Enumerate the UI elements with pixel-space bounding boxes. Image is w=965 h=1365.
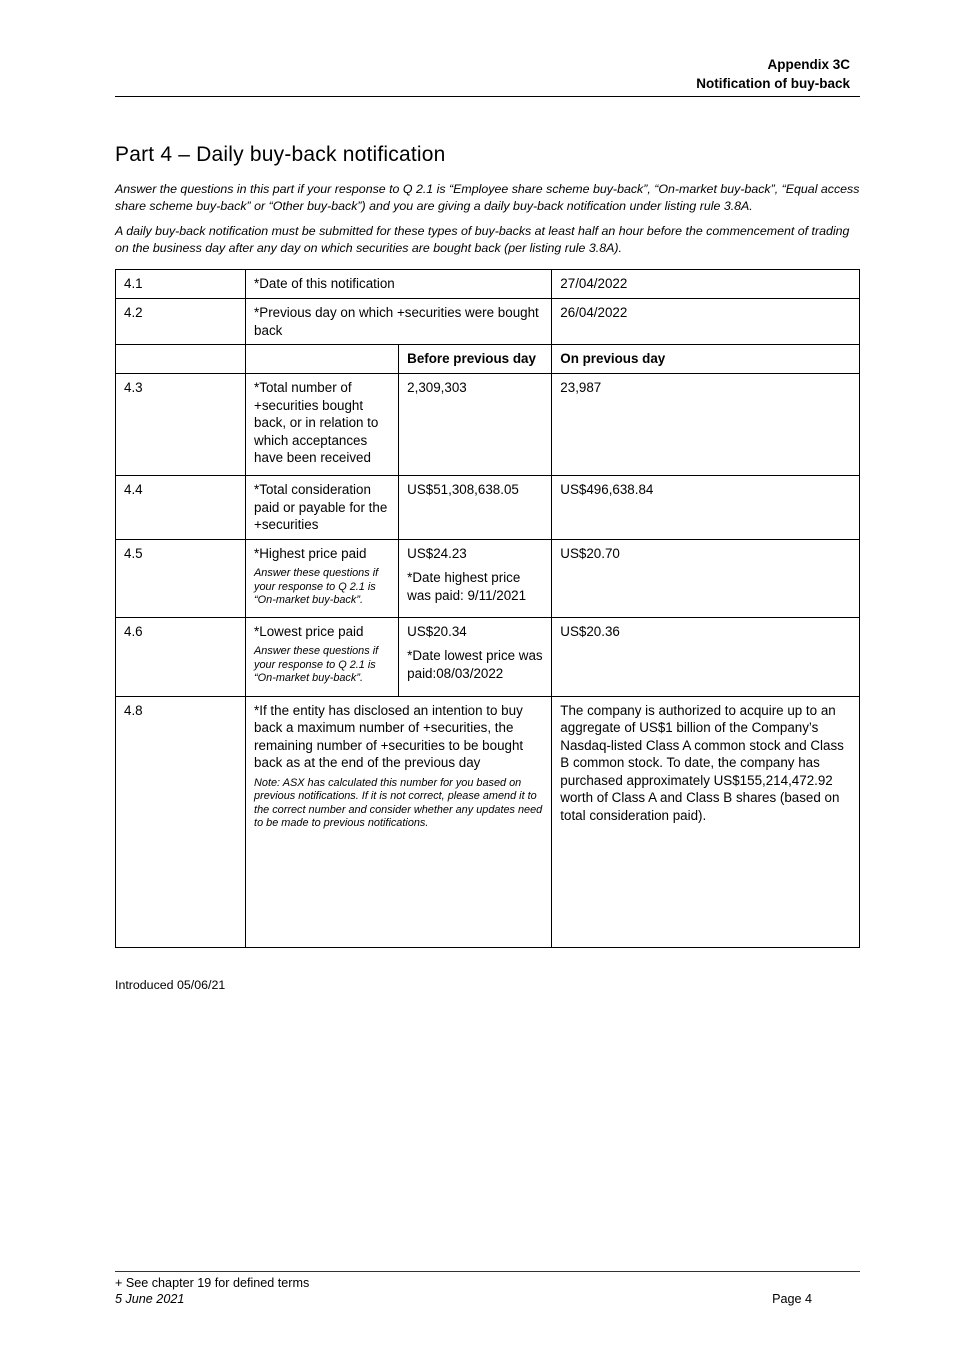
question-text: *Total number of +securities bought back, or in relation to which acceptances have been received <box>246 374 399 476</box>
table-row-4-6 <box>116 617 860 696</box>
effective-date: 5 June 2021 <box>115 1292 185 1306</box>
answer-before-detail: *Date lowest price was paid:08/03/2022 <box>407 648 543 681</box>
form-title-label: Notification of buy-back <box>696 76 850 91</box>
question-note: Answer these questions if your response to Q 2.1 is “On-market buy-back”. <box>254 567 379 607</box>
defined-terms-note: + See chapter 19 for defined terms <box>115 1276 310 1290</box>
question-text: *If the entity has disclosed an intention to buy back a maximum number of +securities, the remaining number of +securities to be bought back as at the end of the previous day <box>254 702 524 770</box>
appendix-label: Appendix 3C <box>767 57 850 72</box>
page-content <box>115 0 860 992</box>
answer-value: 26/04/2022 <box>552 299 860 345</box>
question-cell <box>246 539 399 617</box>
table-row-4-4 <box>116 476 860 540</box>
answer-before-cell <box>399 539 552 617</box>
page-number: Page 4 <box>772 1292 812 1306</box>
answer-value: 27/04/2022 <box>552 270 860 299</box>
question-note: Answer these questions if your response to Q 2.1 is “On-market buy-back”. <box>254 645 379 685</box>
page-footer <box>115 1271 860 1307</box>
footer-second-line <box>115 1291 860 1307</box>
table-column-header-row <box>116 345 860 374</box>
item-number: 4.6 <box>116 617 246 696</box>
answer-on: 23,987 <box>552 374 860 476</box>
buyback-notification-table <box>115 269 860 948</box>
question-cell <box>246 696 552 947</box>
empty-cell <box>116 345 246 374</box>
empty-cell <box>246 345 399 374</box>
item-number: 4.4 <box>116 476 246 540</box>
answer-before: US$51,308,638.05 <box>399 476 552 540</box>
item-number: 4.1 <box>116 270 246 299</box>
question-note: Note: ASX has calculated this number for you based on previous notifications. If it is not correct, please amend it to the correct number and consider whether any updates need to be made to previous notifications. <box>254 776 543 830</box>
column-header-on: On previous day <box>552 345 860 374</box>
answer-on: US$20.70 <box>552 539 860 617</box>
column-header-before: Before previous day <box>399 345 552 374</box>
answer-before-cell <box>399 617 552 696</box>
header-rule <box>115 96 860 97</box>
answer-on: US$20.36 <box>552 617 860 696</box>
table-row-4-8 <box>116 696 860 947</box>
page-title: Part 4 – Daily buy-back notification <box>115 143 446 166</box>
answer-value: The company is authorized to acquire up to an aggregate of US$1 billion of the Company’s Nasdaq-listed Class A common stock and Class B common stock. To date, the company has purchased approximately US$155,214,472.92 worth of Class A and Class B shares (based on total consideration paid). <box>552 696 860 947</box>
question-text: *Previous day on which +securities were bought back <box>246 299 552 345</box>
answer-before-value: US$20.34 <box>407 623 467 639</box>
table-row-4-1 <box>116 270 860 299</box>
question-cell <box>246 617 399 696</box>
answer-before-value: US$24.23 <box>407 545 467 561</box>
intro-paragraph-1: Answer the questions in this part if your response to Q 2.1 is “Employee share scheme buy-back”, “On-market buy-back”, “Equal access share scheme buy-back” or “Other buy-back”) and you are giving a daily buy-back notification under listing rule 3.8A. <box>115 182 860 213</box>
answer-before-detail: *Date highest price was paid: 9/11/2021 <box>407 570 527 603</box>
question-text: *Highest price paid <box>254 545 367 561</box>
table-row-4-2 <box>116 299 860 345</box>
item-number: 4.2 <box>116 299 246 345</box>
table-row-4-5 <box>116 539 860 617</box>
question-text: *Lowest price paid <box>254 623 364 639</box>
question-text: *Date of this notification <box>246 270 552 299</box>
answer-before: 2,309,303 <box>399 374 552 476</box>
table-row-4-3 <box>116 374 860 476</box>
item-number: 4.8 <box>116 696 246 947</box>
item-number: 4.5 <box>116 539 246 617</box>
question-text: *Total consideration paid or payable for the +securities <box>246 476 399 540</box>
intro-paragraph-2: A daily buy-back notification must be submitted for these types of buy-backs at least half an hour before the commencement of trading on the business day after any day on which securities are bought back (per listing rule 3.8A). <box>115 224 850 255</box>
page-header <box>115 55 860 93</box>
answer-on: US$496,638.84 <box>552 476 860 540</box>
item-number: 4.3 <box>116 374 246 476</box>
introduced-note: Introduced 05/06/21 <box>115 977 226 992</box>
